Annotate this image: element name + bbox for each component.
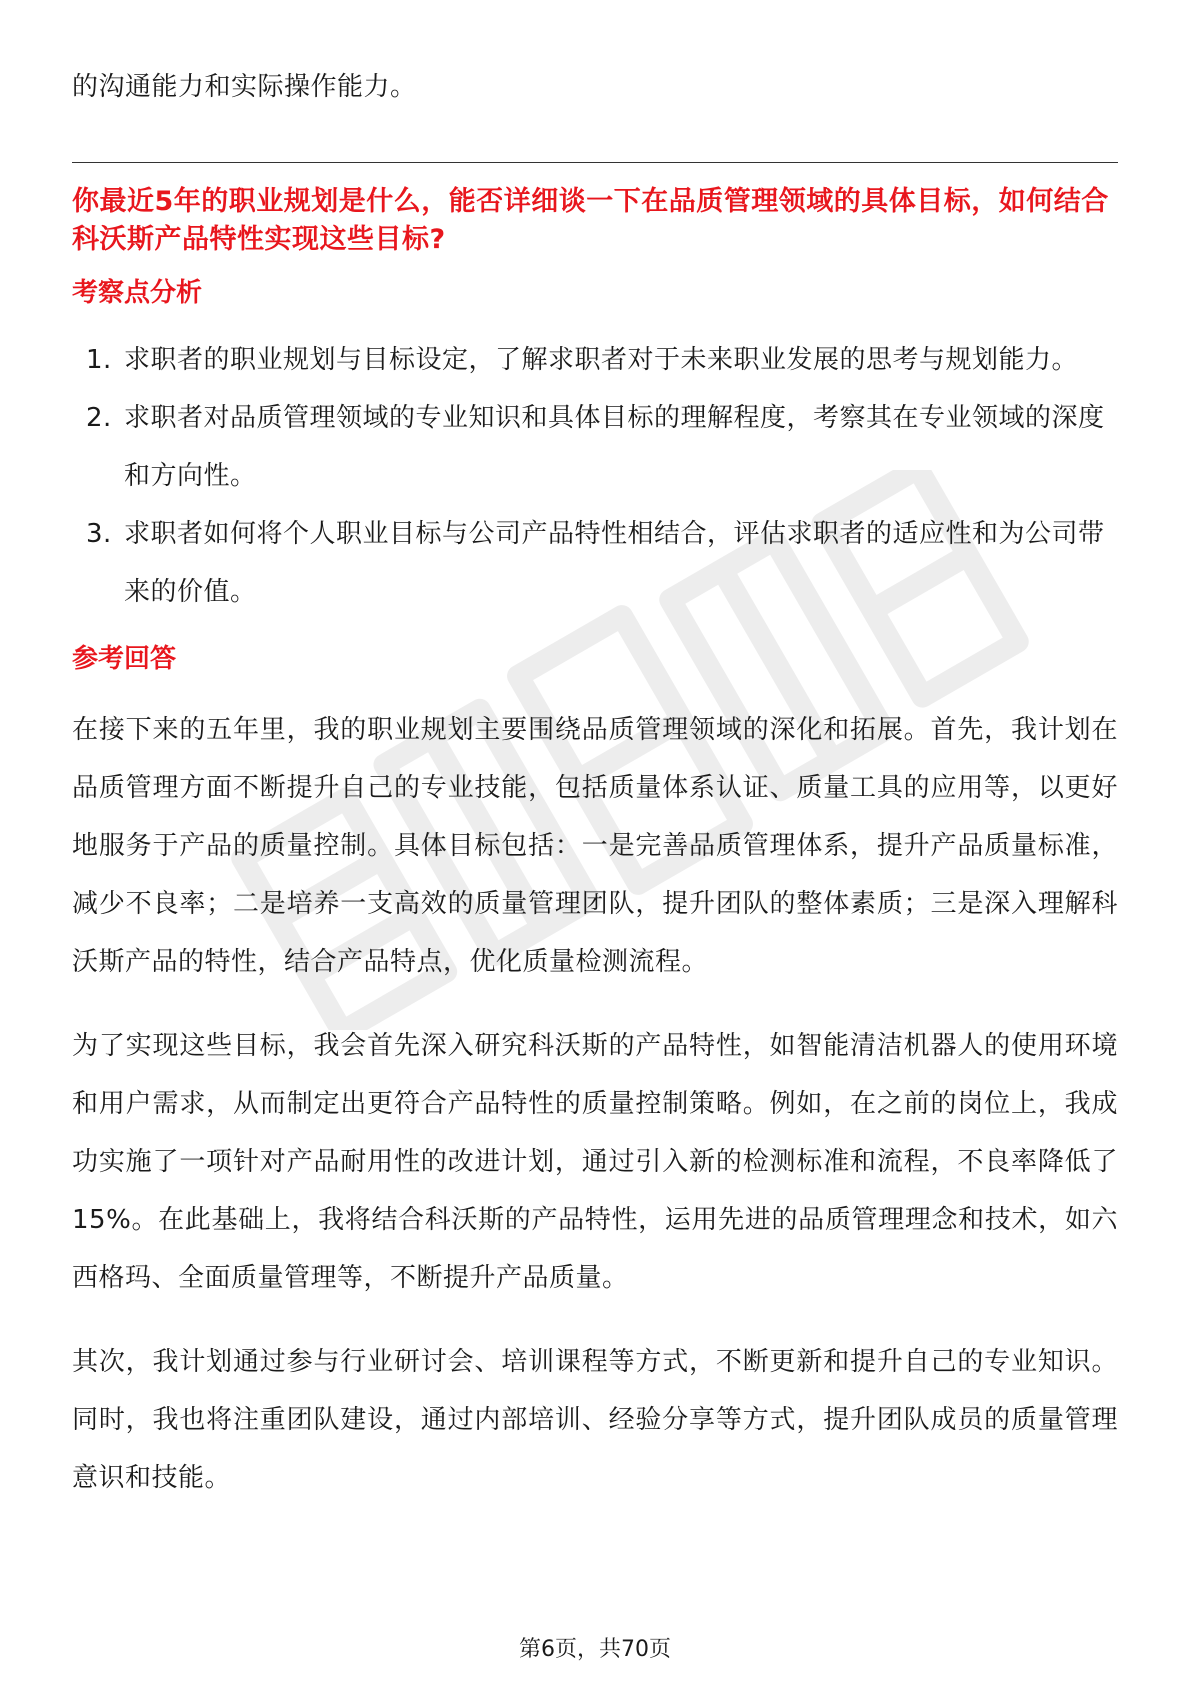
analysis-item-text: 求职者对品质管理领域的专业知识和具体目标的理解程度，考察其在专业领域的深度和方向性。 bbox=[124, 403, 1105, 491]
analysis-item bbox=[72, 505, 1118, 621]
page-content bbox=[72, 58, 1118, 1533]
section-divider bbox=[72, 162, 1118, 163]
analysis-item-text: 求职者的职业规划与目标设定，了解求职者对于未来职业发展的思考与规划能力。 bbox=[124, 345, 1079, 375]
previous-answer-tail: 的沟通能力和实际操作能力。 bbox=[72, 72, 417, 102]
interview-question: 你最近5年的职业规划是什么，能否详细谈一下在品质管理领域的具体目标，如何结合科沃斯产品特性实现这些目标? bbox=[72, 186, 1109, 255]
analysis-item-text: 求职者如何将个人职业目标与公司产品特性相结合，评估求职者的适应性和为公司带来的价值。 bbox=[124, 519, 1105, 607]
answer-paragraph: 为了实现这些目标，我会首先深入研究科沃斯的产品特性，如智能清洁机器人的使用环境和用户需求，从而制定出更符合产品特性的质量控制策略。例如，在之前的岗位上，我成功实施了一项针对产品耐用性的改进计划，通过引入新的检测标准和流程，不良率降低了15%。在此基础上，我将结合科沃斯的产品特性，运用先进的品质管理理念和技术，如六西格玛、全面质量管理等，不断提升产品质量。 bbox=[72, 1031, 1118, 1293]
analysis-item-number: 2. bbox=[86, 403, 112, 433]
analysis-item bbox=[72, 389, 1118, 505]
analysis-item-number: 1. bbox=[86, 345, 112, 375]
analysis-heading: 考察点分析 bbox=[72, 278, 203, 308]
answer-heading: 参考回答 bbox=[72, 644, 177, 674]
analysis-item bbox=[72, 331, 1118, 389]
answer-paragraph: 在接下来的五年里，我的职业规划主要围绕品质管理领域的深化和拓展。首先，我计划在品质管理方面不断提升自己的专业技能，包括质量体系认证、质量工具的应用等，以更好地服务于产品的质量控制。具体目标包括：一是完善品质管理体系，提升产品质量标准，减少不良率；二是培养一支高效的质量管理团队，提升团队的整体素质；三是深入理解科沃斯产品的特性，结合产品特点，优化质量检测流程。 bbox=[72, 715, 1118, 977]
answer-paragraph: 其次，我计划通过参与行业研讨会、培训课程等方式，不断更新和提升自己的专业知识。同时，我也将注重团队建设，通过内部培训、经验分享等方式，提升团队成员的质量管理意识和技能。 bbox=[72, 1347, 1118, 1493]
page-number: 第6页，共70页 bbox=[519, 1637, 671, 1662]
analysis-list bbox=[72, 331, 1118, 621]
analysis-item-number: 3. bbox=[86, 519, 112, 549]
